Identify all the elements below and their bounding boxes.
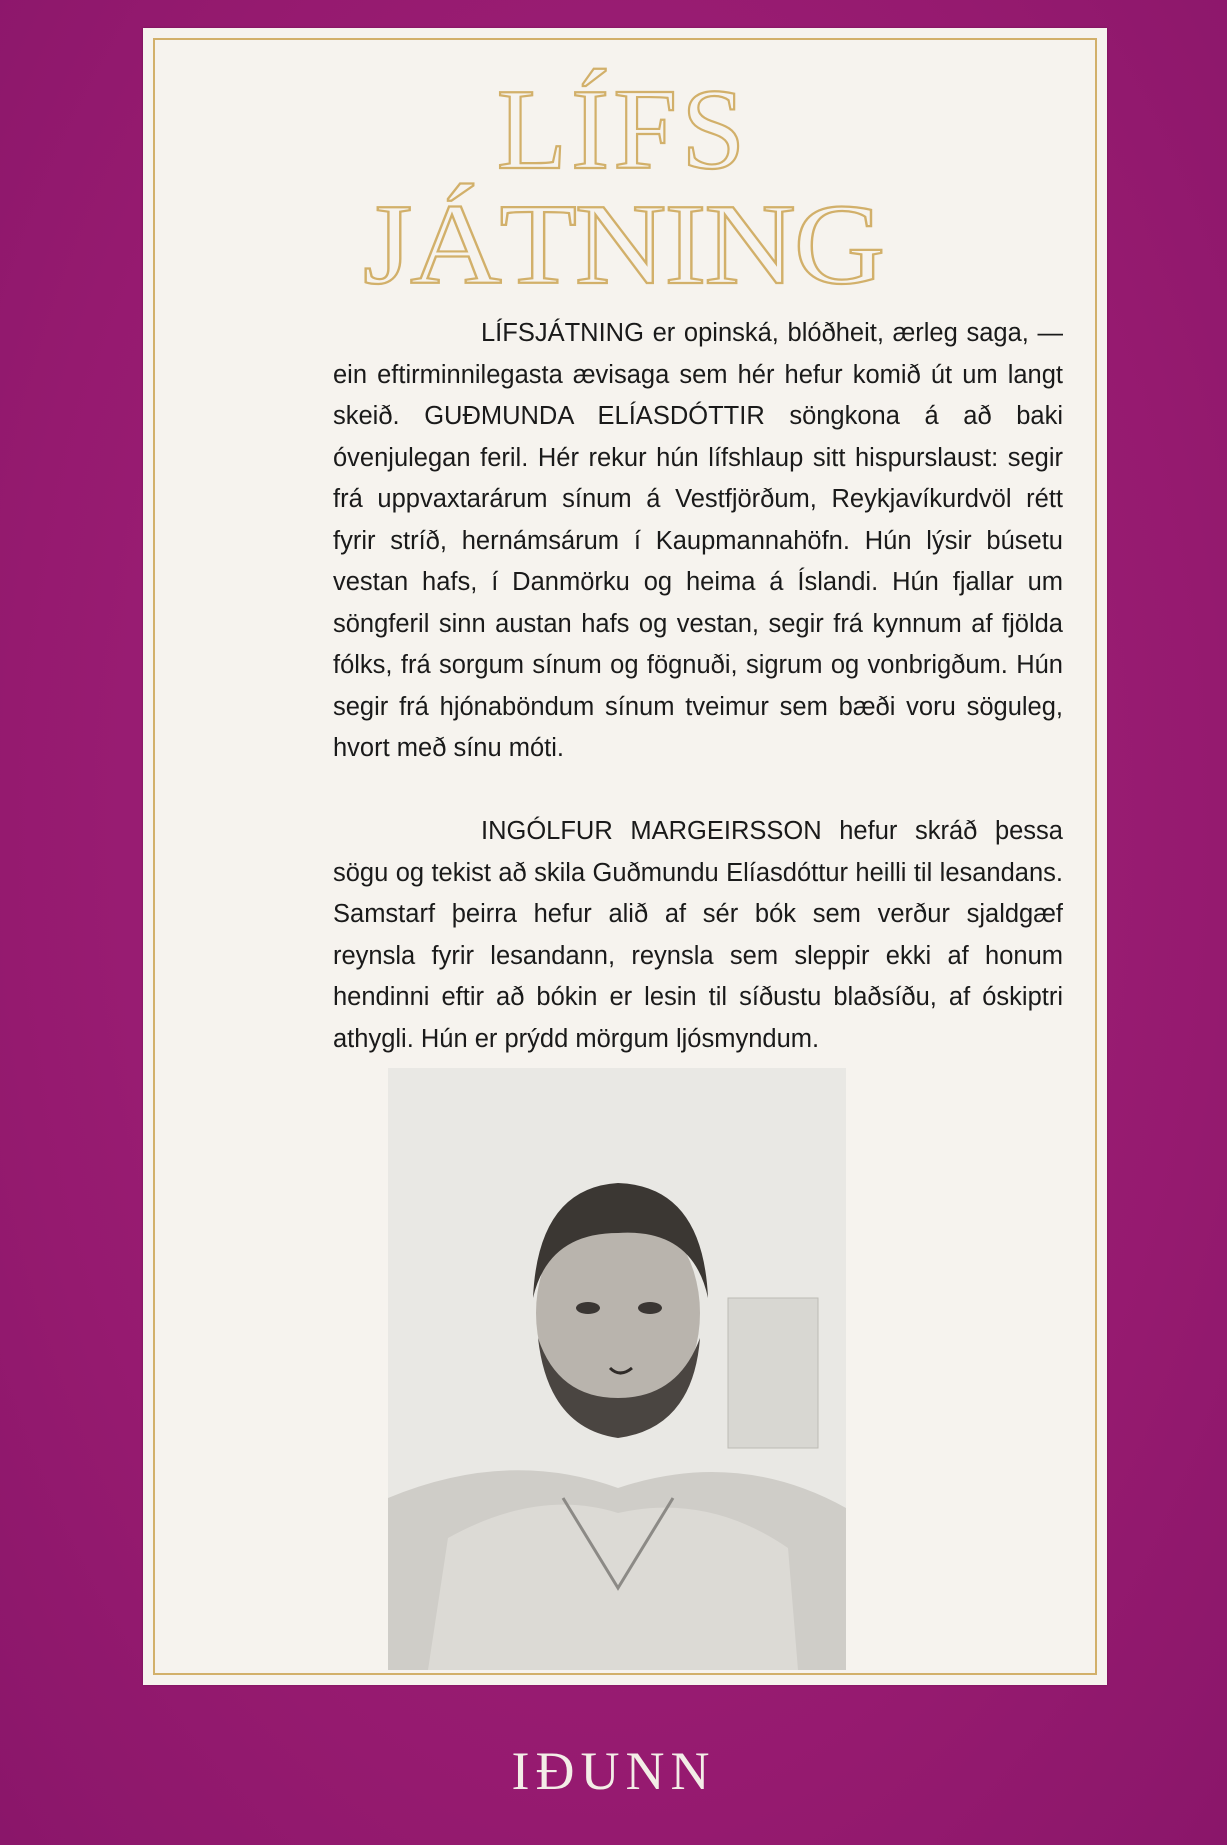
title-line-2: JÁTNING <box>363 181 883 308</box>
title-line-1: LÍFS <box>496 66 750 193</box>
blurb-paragraph-1: LÍFSJÁTNING er opinská, blóðheit, ærleg saga, — ein eftirminnilegasta ævisaga sem hér hefur komið út um langt skeið. GUÐMUNDA ELÍASDÓTTIR söngkona á að baki óvenjulegan feril. Hér rekur hún lífshlaup sitt hispurslaust: segir frá uppvaxtarárum sínum á Vestfjörðum, Reykjavíkurdvöl rétt fyrir stríð, hernámsárum í Kaupmannahöfn. Hún lýsir búsetu vestan hafs, í Danmörku og heima á Íslandi. Hún fjallar um söngferil sinn austan hafs og vestan, segir frá kynnum af fjölda fólks, frá sorgum sínum og fögnuði, sigrum og vonbrigðum. Hún segir frá hjónaböndum sínum tveimur sem bæði voru söguleg, hvort með sínu móti. <box>333 319 1063 762</box>
publisher-name: IÐUNN <box>511 1741 716 1801</box>
author-photo <box>388 1068 846 1670</box>
cover-title <box>343 48 903 308</box>
blurb-paragraph-2: INGÓLFUR MARGEIRSSON hefur skráð þessa sögu og tekist að skila Guðmundu Elíasdóttur heilli til lesandans. Samstarf þeirra hefur alið af sér bók sem verður sjaldgæf reynsla fyrir lesandann, reynsla sem sleppir ekki af honum hendinni eftir að bókin er lesin til síðustu blaðsíðu, af óskiptri athygli. Hún er prýdd mörgum ljósmyndum. <box>333 817 1063 1053</box>
cover-panel <box>143 28 1107 1685</box>
blurb-text <box>333 313 1063 1060</box>
